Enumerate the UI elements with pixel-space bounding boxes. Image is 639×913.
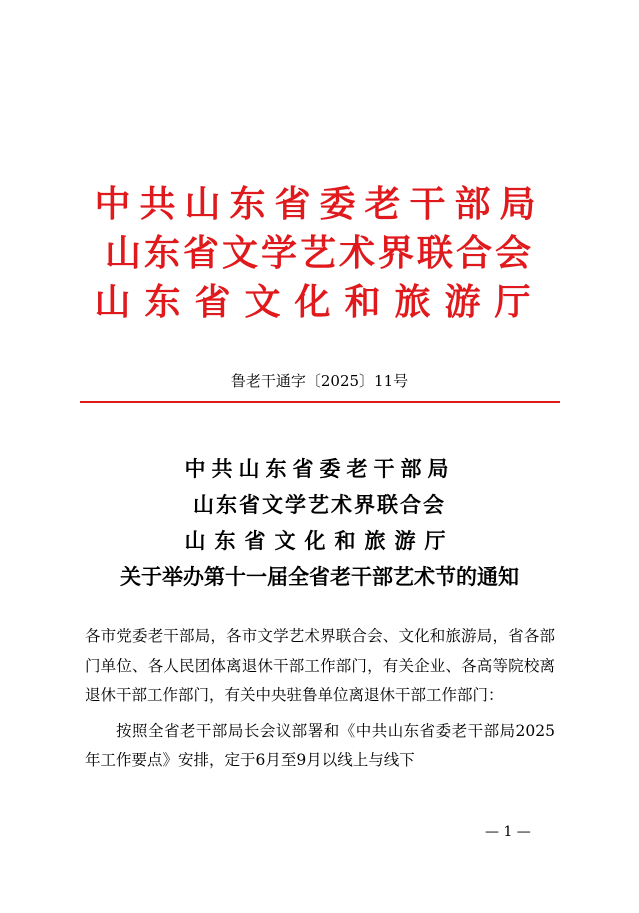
title-line-3: 山东省文化和旅游厅	[184, 528, 455, 553]
page-number: — 1 —	[485, 824, 531, 840]
title-line-1: 中共山东省委老干部局	[184, 456, 455, 481]
issuer-line-1: 中共山东省委老干部局	[94, 183, 545, 225]
title-line-4: 关于举办第十一届全省老干部艺术节的通知	[120, 564, 519, 589]
recipients-paragraph: 各市党委老干部局，各市文学艺术界联合会、文化和旅游局，省各部门单位、各人民团体离退休干部工作部门，有关企业、各高等院校离退休干部工作部门，有关中央驻鲁单位离退休干部工作部门：	[85, 627, 555, 704]
document-body	[85, 622, 555, 776]
document-number: 鲁老干通字〔2025〕11号	[230, 372, 409, 390]
title-line-2: 山东省文学艺术界联合会	[193, 492, 446, 517]
body-paragraph-1: 按照全省老干部局长会议部署和《中共山东省委老干部局2025年工作要点》安排，定于6月至9月以线上与线下	[85, 721, 555, 769]
issuer-line-2: 山东省文学艺术界联合会	[104, 232, 534, 274]
issuer-header	[0, 180, 639, 327]
issuer-line-3: 山东省文化和旅游厅	[94, 281, 545, 323]
red-divider	[80, 401, 560, 403]
document-title	[0, 451, 639, 595]
